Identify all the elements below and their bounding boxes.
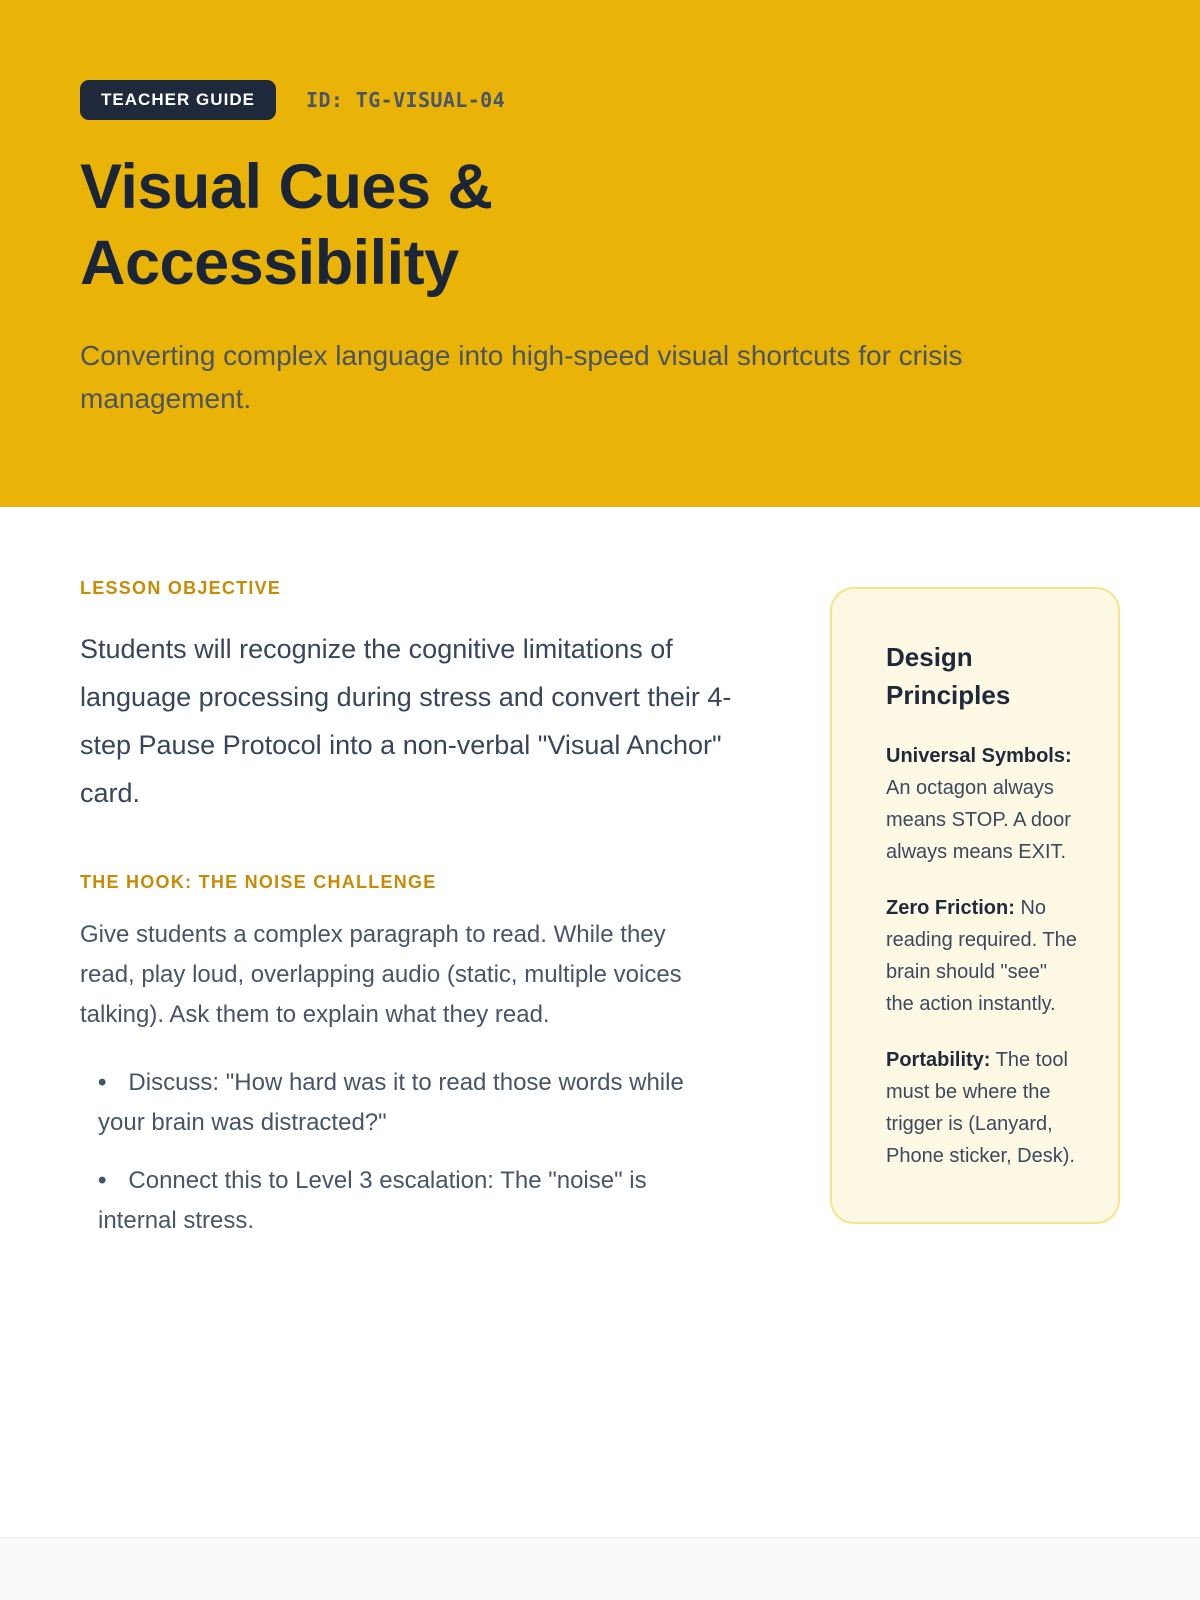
section-label-hook: THE HOOK: THE NOISE CHALLENGE xyxy=(80,872,437,892)
principle-text: The tool must be where the trigger is (Lanyard, Phone sticker, Desk). xyxy=(886,1049,1075,1168)
main-content xyxy=(0,507,1200,1259)
page-subtitle: Converting complex language into high-speed visual shortcuts for crisis management. xyxy=(80,339,963,414)
principle-portability xyxy=(886,1044,1078,1172)
document-id: ID: TG-VISUAL-04 xyxy=(306,88,506,113)
design-principles-card xyxy=(830,587,1120,1224)
hook-bullet-list xyxy=(80,1063,720,1241)
principle-text: No reading required. The brain should "see" the action instantly. xyxy=(886,897,1077,1016)
page-title xyxy=(80,150,1120,301)
hero-top-row xyxy=(80,80,1120,120)
section-label-lesson-objective: LESSON OBJECTIVE xyxy=(80,578,282,598)
list-item: • Discuss: "How hard was it to read those words while your brain was distracted?" xyxy=(98,1063,720,1143)
list-item: • Connect this to Level 3 escalation: The "noise" is internal stress. xyxy=(98,1161,720,1241)
lesson-column xyxy=(80,579,746,1259)
principle-zero-friction xyxy=(886,892,1078,1020)
principle-text: An octagon always means STOP. A door always means EXIT. xyxy=(886,777,1071,864)
principle-universal-symbols xyxy=(886,740,1078,868)
principle-term: Zero Friction: xyxy=(886,897,1015,920)
page-title-line-2: Accessibility xyxy=(80,227,459,298)
hero-header xyxy=(0,0,1200,507)
principle-term: Portability: xyxy=(886,1049,991,1072)
hook-text: Give students a complex paragraph to read. While they read, play loud, overlapping audio (static, multiple voices talking). Ask them to explain what they read. xyxy=(80,921,682,1028)
page-title-line-1: Visual Cues & xyxy=(80,152,493,223)
card-title: Design Principles xyxy=(886,642,1011,710)
teacher-guide-badge: TEACHER GUIDE xyxy=(80,80,276,120)
footer-strip xyxy=(0,1537,1200,1600)
principle-term: Universal Symbols: xyxy=(886,745,1072,768)
lesson-objective-text: Students will recognize the cognitive limitations of language processing during stress and convert their 4-step Pause Protocol into a non-verbal "Visual Anchor" card. xyxy=(80,634,732,808)
